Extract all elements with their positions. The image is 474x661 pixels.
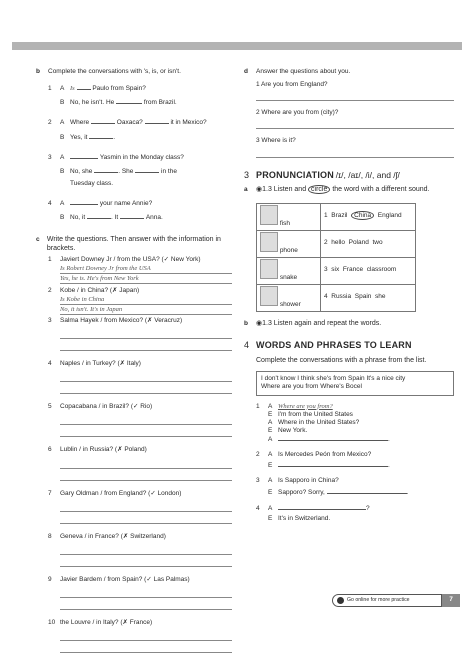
word-option[interactable]: six bbox=[331, 266, 340, 274]
section-title: PRONUNCIATION bbox=[256, 169, 334, 180]
section-number: 3 bbox=[244, 169, 250, 180]
text: He bbox=[105, 99, 115, 107]
answer-line[interactable] bbox=[256, 121, 454, 129]
word-option[interactable]: France bbox=[342, 266, 364, 274]
blank[interactable] bbox=[278, 461, 388, 467]
question: 3 Where is it? bbox=[256, 137, 296, 145]
item-number: 7 bbox=[48, 489, 52, 497]
instruction: Answer the questions about you. bbox=[256, 68, 351, 75]
speaker: B bbox=[60, 133, 65, 141]
table-row bbox=[257, 257, 416, 284]
blank[interactable] bbox=[77, 84, 91, 90]
text: Paulo from Spain? bbox=[92, 85, 146, 93]
item-number: 1 bbox=[324, 212, 328, 220]
text: I'm from the United States bbox=[278, 410, 353, 418]
speaker: A bbox=[60, 153, 65, 161]
dialog-3 bbox=[256, 477, 454, 496]
top-bar bbox=[12, 42, 462, 50]
text: Yasmin in the Monday class? bbox=[99, 153, 184, 161]
phrase-list-box bbox=[256, 371, 454, 395]
blank[interactable] bbox=[89, 133, 113, 139]
answer-line[interactable] bbox=[60, 417, 232, 425]
dialog-2 bbox=[256, 451, 454, 470]
text: Sapporo? Sorry, bbox=[278, 488, 325, 496]
section-letter: b bbox=[244, 319, 248, 327]
blank[interactable] bbox=[278, 504, 366, 510]
shower-picture bbox=[260, 286, 278, 306]
text: Tuesday class. bbox=[70, 179, 114, 187]
c-item-10 bbox=[48, 619, 232, 653]
speaker: A bbox=[268, 402, 273, 410]
text: Where in the United States? bbox=[278, 418, 360, 426]
instruction: ◉1.3 Listen again and repeat the words. bbox=[256, 319, 382, 327]
blank[interactable] bbox=[94, 167, 118, 173]
speaker: E bbox=[268, 462, 273, 470]
answer-line[interactable] bbox=[60, 343, 232, 351]
text: from Brazil. bbox=[143, 99, 177, 107]
speaker: A bbox=[60, 119, 65, 127]
word-option[interactable]: Brazil bbox=[331, 212, 348, 220]
question: 1 Are you from England? bbox=[256, 81, 328, 89]
snake-picture bbox=[260, 259, 278, 279]
answer-line[interactable] bbox=[60, 645, 232, 653]
question-prompt: Javiert Downey Jr / from the USA? (✓ New York) bbox=[60, 255, 201, 263]
item-number: 1 bbox=[48, 255, 52, 263]
answer-line[interactable] bbox=[60, 504, 232, 512]
item-number: 1 bbox=[48, 85, 52, 93]
c-item-6 bbox=[48, 446, 232, 480]
key-word: snake bbox=[279, 273, 298, 281]
text: No, he isn't. bbox=[70, 99, 105, 107]
blank[interactable] bbox=[87, 213, 111, 219]
item-number: 4 bbox=[48, 200, 52, 207]
question-prompt: Geneva / in France? (✗ Switzerland) bbox=[60, 532, 166, 540]
c-item-1 bbox=[48, 256, 232, 284]
word-option[interactable]: two bbox=[372, 239, 383, 247]
blank[interactable] bbox=[91, 118, 115, 124]
text: It's in Switzerland. bbox=[278, 514, 331, 522]
item-number: 4 bbox=[324, 293, 328, 301]
text: Is Mercedes Peón from Mexico? bbox=[278, 451, 372, 459]
item-number: 4 bbox=[48, 360, 52, 368]
dialog-2 bbox=[48, 118, 232, 141]
section-letter: b bbox=[36, 68, 40, 75]
text: Where bbox=[70, 119, 90, 127]
section-letter: a bbox=[244, 185, 248, 193]
word-option[interactable]: Russia bbox=[331, 293, 352, 301]
speaker: A bbox=[268, 418, 273, 426]
key-word: shower bbox=[279, 300, 301, 308]
c-item-9 bbox=[48, 576, 232, 610]
c-item-7 bbox=[48, 490, 232, 524]
online-icon bbox=[337, 597, 344, 604]
page-number: 7 bbox=[442, 594, 460, 607]
blank[interactable] bbox=[145, 118, 169, 124]
speaker: E bbox=[268, 410, 273, 418]
text: Oaxaca? bbox=[116, 119, 143, 127]
c-item-8 bbox=[48, 533, 232, 567]
question-prompt: Lublin / in Russia? (✗ Poland) bbox=[60, 446, 147, 454]
item-number: 6 bbox=[48, 446, 52, 454]
item-number: 2 bbox=[256, 451, 260, 459]
question: 2 Where are you from (city)? bbox=[256, 109, 339, 117]
answer-line[interactable]: Is Robert Downey Jr from the USA bbox=[60, 265, 232, 274]
item-number: 5 bbox=[48, 403, 52, 411]
blank[interactable] bbox=[120, 213, 144, 219]
text: it in Mexico? bbox=[170, 119, 207, 127]
section-letter: d bbox=[244, 68, 248, 75]
word-option[interactable]: England bbox=[377, 212, 402, 220]
text: ? bbox=[366, 504, 370, 512]
table-row bbox=[257, 203, 416, 230]
handwriting: Where are you from? bbox=[278, 402, 333, 410]
section-title: WORDS AND PHRASES TO LEARN bbox=[256, 340, 412, 351]
answer-line[interactable] bbox=[60, 633, 232, 641]
word-option[interactable]: China bbox=[351, 211, 374, 220]
dialog-4 bbox=[48, 199, 232, 222]
speaker: A bbox=[60, 200, 65, 207]
key-word: phone bbox=[279, 246, 298, 254]
answer-line[interactable] bbox=[60, 602, 232, 610]
speaker: B bbox=[60, 214, 65, 222]
answer-line[interactable]: No, it isn't. It's in Japan bbox=[60, 306, 232, 315]
question-prompt: Copacabana / in Brazil? (✓ Rio) bbox=[60, 403, 153, 411]
text: . bbox=[388, 436, 390, 443]
blank[interactable] bbox=[327, 488, 407, 494]
text: Anna. bbox=[145, 214, 163, 222]
speaker: A bbox=[268, 451, 273, 459]
answer-line[interactable] bbox=[60, 547, 232, 555]
instruction: Write the questions. Then answer with the information in brackets. bbox=[46, 236, 221, 252]
c-item-5 bbox=[48, 403, 232, 437]
instruction: Complete the conversations with a phrase from the list. bbox=[256, 356, 427, 364]
item-number: 3 bbox=[324, 266, 328, 274]
speaker: E bbox=[268, 426, 273, 434]
answer-line[interactable] bbox=[60, 331, 232, 339]
answer-line[interactable] bbox=[60, 516, 232, 524]
question-prompt: Salma Hayek / from Mexico? (✗ Veracruz) bbox=[60, 317, 183, 324]
dialog-3 bbox=[48, 153, 232, 188]
text: your name Annie? bbox=[99, 200, 153, 207]
answer-line[interactable]: Yes, he is. He's from New York bbox=[60, 275, 232, 284]
item-number: 10 bbox=[48, 618, 56, 626]
word-option[interactable]: she bbox=[375, 293, 386, 301]
dialog-1 bbox=[48, 84, 232, 107]
item-number: 3 bbox=[48, 317, 52, 324]
answer-line[interactable] bbox=[60, 429, 232, 437]
blank[interactable] bbox=[278, 435, 388, 441]
speaker: A bbox=[268, 477, 273, 485]
right-column bbox=[244, 68, 454, 523]
dialog-1 bbox=[256, 403, 454, 445]
text: No, it bbox=[70, 214, 86, 222]
handwriting: Is bbox=[70, 85, 75, 93]
c-item-2 bbox=[48, 287, 232, 315]
online-practice-label: Go online for more practice bbox=[347, 597, 410, 604]
exercise-b bbox=[36, 68, 232, 222]
key-word: fish bbox=[279, 219, 290, 227]
question-prompt: Kobe / in China? (✗ Japan) bbox=[60, 286, 140, 294]
text: Yes, it bbox=[70, 133, 88, 141]
answer-line[interactable]: Is Kobe in China bbox=[60, 296, 232, 305]
speaker: B bbox=[60, 167, 65, 175]
c-item-3 bbox=[48, 317, 232, 351]
text: No, she bbox=[70, 167, 93, 175]
exercise-d bbox=[244, 68, 454, 158]
table-row bbox=[257, 284, 416, 311]
text: . bbox=[113, 133, 116, 141]
c-item-4 bbox=[48, 360, 232, 394]
question-prompt: Javier Bardem / from Spain? (✓ Las Palmas) bbox=[60, 575, 190, 583]
section-number: 4 bbox=[244, 340, 250, 351]
item-number: 3 bbox=[48, 153, 52, 161]
question-prompt: Naples / in Turkey? (✗ Italy) bbox=[60, 360, 141, 368]
text: the word with a different sound. bbox=[332, 185, 430, 193]
answer-line[interactable] bbox=[60, 559, 232, 567]
item-number: 4 bbox=[256, 504, 260, 512]
text: . It bbox=[110, 214, 119, 222]
word-option[interactable]: hello bbox=[331, 239, 345, 247]
text: . She bbox=[118, 167, 134, 175]
item-number: 2 bbox=[324, 239, 328, 247]
speaker: A bbox=[60, 85, 65, 93]
instruction: Complete the conversations with 's, is, or isn't. bbox=[48, 68, 181, 75]
exercise-c bbox=[36, 236, 232, 653]
speaker: A bbox=[268, 504, 273, 512]
sounds: /ɪ/, /aɪ/, /i/, and /ʃ/ bbox=[335, 169, 400, 180]
word-option[interactable]: classroom bbox=[366, 266, 397, 274]
answer-line[interactable] bbox=[60, 473, 232, 481]
footer bbox=[332, 594, 460, 607]
blank[interactable] bbox=[135, 167, 159, 173]
blank[interactable] bbox=[70, 199, 98, 205]
left-column bbox=[36, 68, 232, 653]
answer-line[interactable] bbox=[256, 93, 454, 101]
blank[interactable] bbox=[70, 153, 98, 159]
table-row bbox=[257, 230, 416, 257]
answer-line[interactable] bbox=[256, 150, 454, 158]
phone-picture bbox=[260, 232, 278, 252]
text: New York. bbox=[278, 426, 308, 434]
phrase-list: Where are you from Where's Bocel bbox=[261, 383, 362, 391]
item-number: 2 bbox=[48, 119, 52, 127]
text: . bbox=[388, 462, 390, 470]
answer-line[interactable] bbox=[60, 461, 232, 469]
text: Is Sapporo in China? bbox=[278, 477, 339, 485]
dialog-4 bbox=[256, 504, 454, 523]
question-prompt: Gary Oldman / from England? (✓ London) bbox=[60, 489, 182, 497]
item-number: 3 bbox=[256, 477, 260, 485]
question-prompt: the Louvre / in Italy? (✗ France) bbox=[60, 618, 153, 626]
blank[interactable] bbox=[116, 98, 142, 104]
section-letter: c bbox=[36, 236, 40, 244]
circled-word: circle bbox=[308, 185, 330, 194]
speaker: E bbox=[268, 488, 273, 496]
answer-line[interactable] bbox=[60, 590, 232, 598]
pronunciation-section bbox=[244, 170, 454, 329]
item-number: 1 bbox=[256, 402, 260, 410]
pronunciation-table bbox=[256, 203, 416, 312]
item-number: 9 bbox=[48, 575, 52, 583]
answer-line[interactable] bbox=[60, 386, 232, 394]
text: in the bbox=[161, 167, 177, 175]
item-number: 2 bbox=[48, 286, 52, 294]
online-practice-link[interactable] bbox=[332, 594, 442, 607]
speaker: E bbox=[268, 514, 273, 522]
speaker: A bbox=[268, 436, 273, 443]
text: ◉1.3 Listen and bbox=[256, 185, 307, 193]
item-number: 8 bbox=[48, 532, 52, 540]
word-option[interactable]: Spain bbox=[354, 293, 372, 301]
words-phrases-section bbox=[244, 340, 454, 523]
phrase-list: I don't know I think she's from Spain It's a nice city bbox=[261, 375, 406, 383]
word-option[interactable]: Poland bbox=[348, 239, 369, 247]
answer-line[interactable] bbox=[60, 374, 232, 382]
speaker: B bbox=[60, 99, 65, 107]
text: . bbox=[406, 488, 409, 496]
fish-picture bbox=[260, 205, 278, 225]
